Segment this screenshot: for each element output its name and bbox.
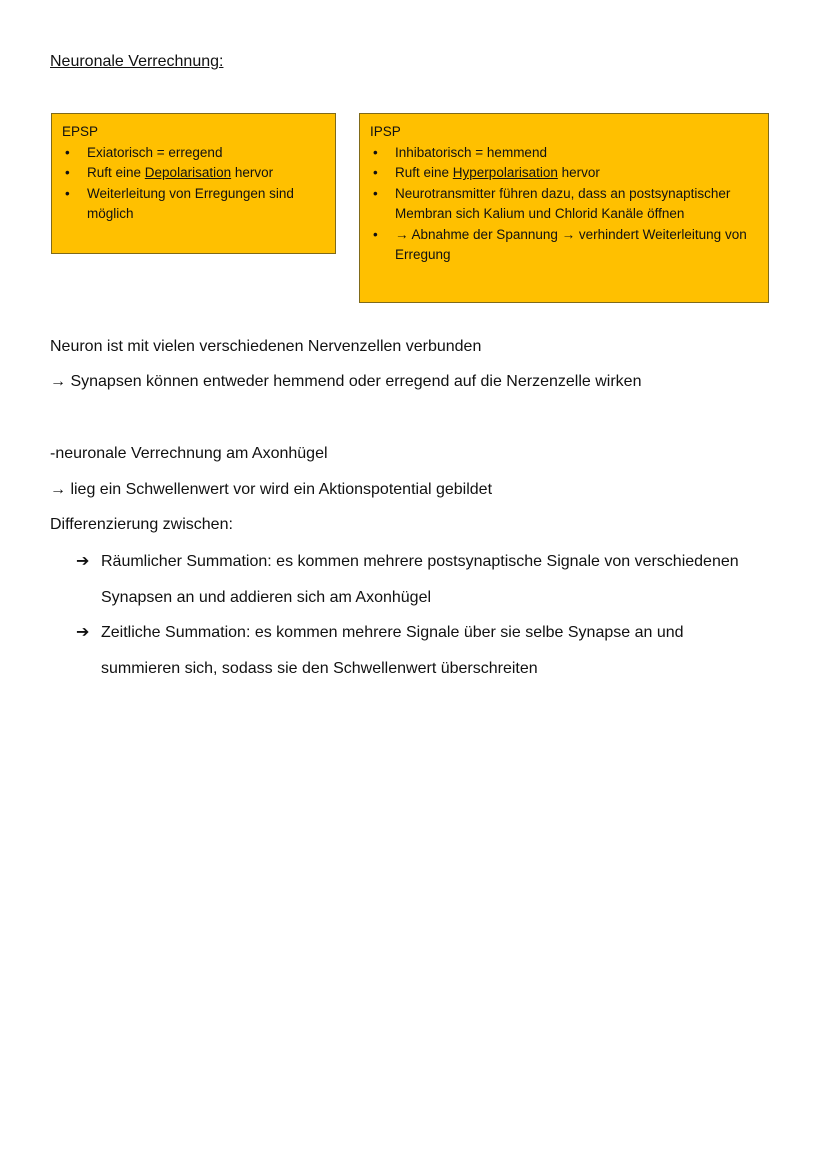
epsp-box xyxy=(51,113,336,254)
ipsp-heading: IPSP xyxy=(370,124,401,139)
body-line-neuron: Neuron ist mit vielen verschiedenen Nervenzellen verbunden xyxy=(50,338,482,355)
epsp-heading: EPSP xyxy=(62,124,99,139)
ipsp-item: • Neurotransmitter führen dazu, dass an postsynaptischer Membran sich Kalium und Chlorid Kanäle öffnen xyxy=(373,185,731,221)
epsp-item: • Ruft eine Depolarisation hervor xyxy=(62,163,325,184)
ipsp-item: • Inhibatorisch = hemmend xyxy=(370,143,758,164)
hyperpolarisation-term: Hyperpolarisation xyxy=(452,165,558,180)
bullet-icon: • xyxy=(65,165,70,180)
bullet-icon: • xyxy=(373,144,378,160)
body-line-synapsen: → Synapsen können entweder hemmend oder erregend auf die Nerzenzelle wirken xyxy=(50,373,642,390)
ipsp-box xyxy=(359,113,769,303)
depolarisation-term: Depolarisation xyxy=(144,165,232,180)
arrow-item-text: Räumlicher Summation: es kommen mehrere postsynaptische Signale von verschiedenen Synapsen an und addieren sich am Axonhügel xyxy=(101,553,739,606)
arrow-right-icon: ➔ xyxy=(76,624,90,641)
bullet-icon: • xyxy=(373,185,378,201)
arrow-item-text: Zeitliche Summation: es kommen mehrere Signale über sie selbe Synapse an und summieren sich, sodass sie den Schwellenwert überschreiten xyxy=(101,624,684,677)
bullet-icon: • xyxy=(373,226,378,242)
ipsp-item: • → Abnahme der Spannung → verhindert Weiterleitung von Erregung xyxy=(373,226,747,262)
body-line-axonhuegel: -neuronale Verrechnung am Axonhügel xyxy=(50,445,328,462)
arrow-right-icon: ➔ xyxy=(76,553,90,570)
ipsp-list xyxy=(370,143,758,266)
arrow-item-raeumlich xyxy=(76,544,766,616)
epsp-item: • Weiterleitung von Erregungen sind möglich xyxy=(65,185,294,221)
body-line-schwellenwert: → lieg ein Schwellenwert vor wird ein Aktionspotential gebildet xyxy=(50,481,493,498)
body-line-differenzierung: Differenzierung zwischen: xyxy=(50,516,233,533)
page-title: Neuronale Verrechnung: xyxy=(50,53,224,70)
epsp-item: • Exiatorisch = erregend xyxy=(62,143,325,164)
bullet-icon: • xyxy=(65,185,70,201)
ipsp-item: • Ruft eine Hyperpolarisation hervor xyxy=(370,163,758,184)
bullet-icon: • xyxy=(65,144,70,160)
epsp-list xyxy=(62,143,325,225)
arrow-item-zeitlich xyxy=(76,615,766,687)
bullet-icon: • xyxy=(373,165,378,180)
